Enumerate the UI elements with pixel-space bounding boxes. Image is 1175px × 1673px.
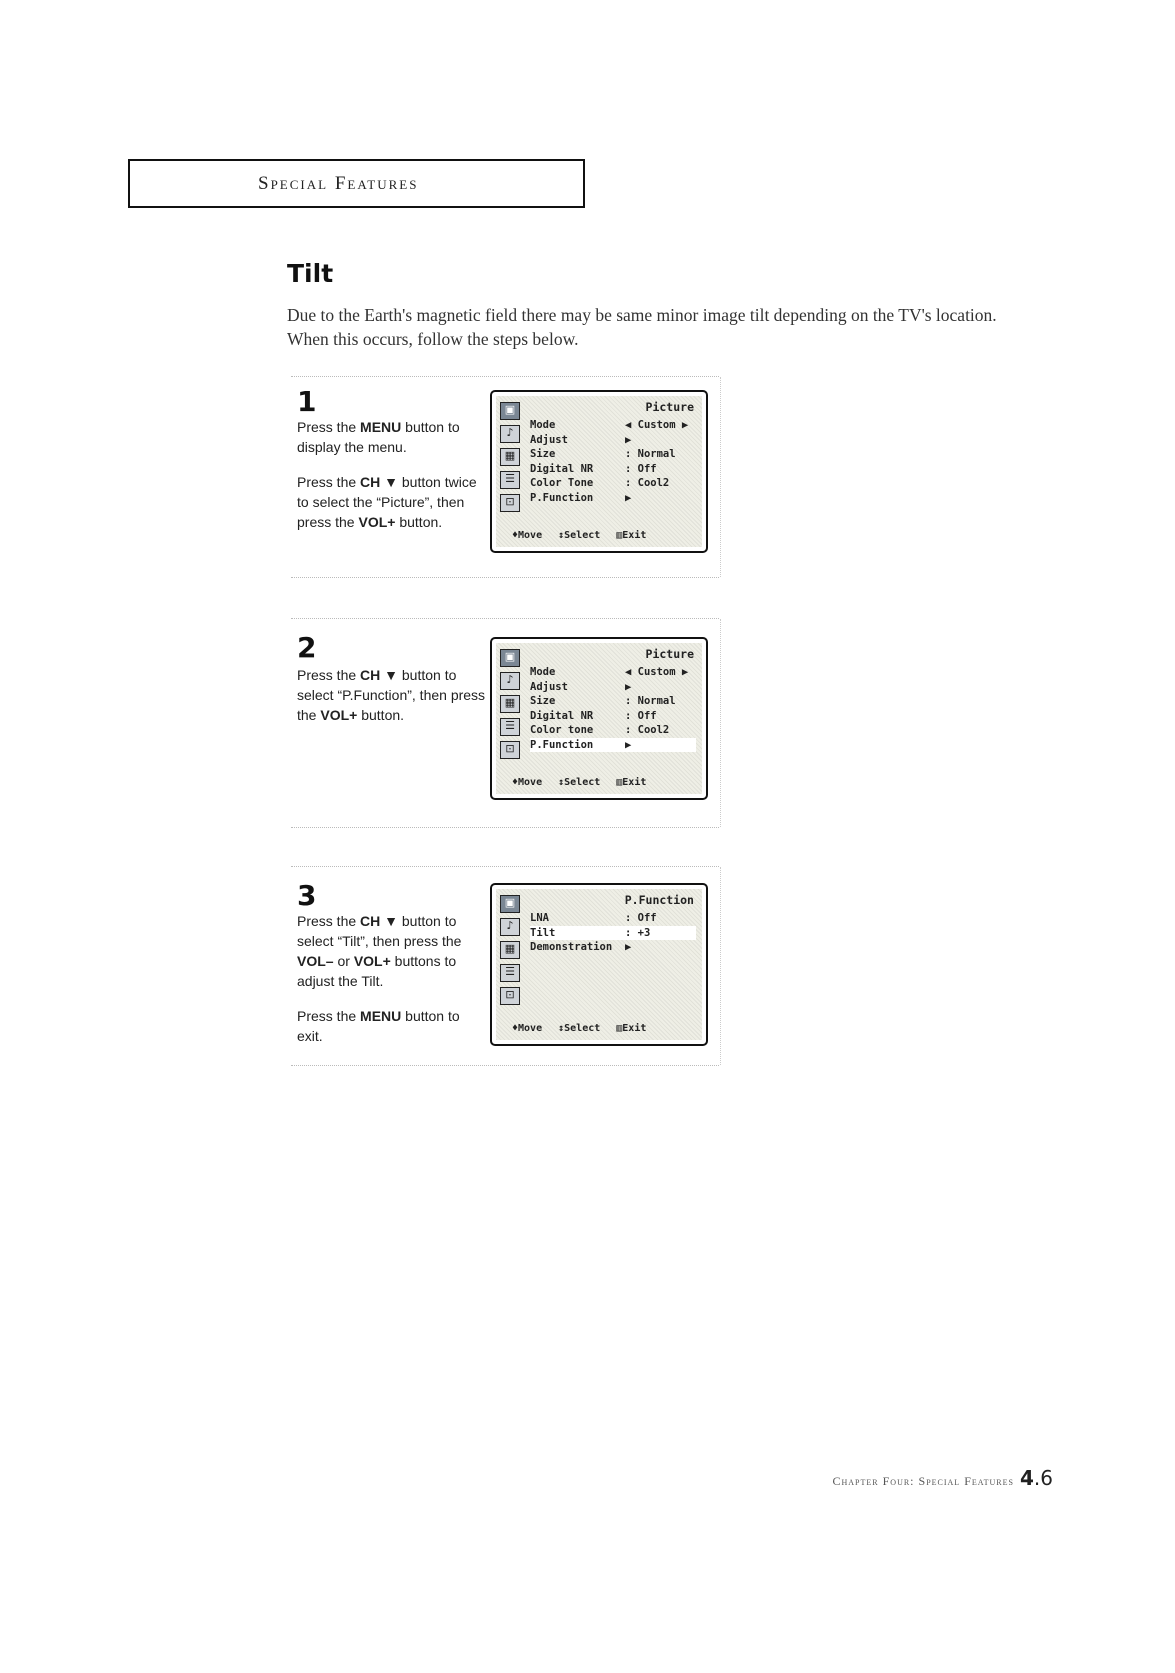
instruction: Press the CH ▼ button to select “Tilt”, then press the VOL– or VOL+ buttons to adjust the Tilt.	[297, 913, 462, 989]
page-number: 4.6	[1019, 1466, 1053, 1490]
osd-menu-item: Demonstration ▶	[530, 941, 632, 954]
input-icon: ⊡	[500, 987, 520, 1005]
osd-menu-item-selected: P.Function ▶	[530, 738, 696, 753]
osd-title: Picture	[645, 647, 694, 661]
osd-menu-list	[530, 418, 696, 505]
setup-icon: ☰	[500, 718, 520, 736]
osd-screen-picture	[490, 390, 708, 553]
step-instructions	[297, 911, 487, 1061]
osd-menu-item: Adjust ▶	[530, 680, 632, 693]
input-icon: ⊡	[500, 494, 520, 512]
osd-move-hint: ♦Move	[512, 1023, 543, 1034]
osd-menu-item: Size : Normal	[530, 695, 676, 708]
step-number: 2	[297, 631, 317, 664]
osd-exit-hint: ▥Exit	[616, 777, 647, 788]
page-title: Tilt	[287, 259, 334, 288]
osd-icon-column	[500, 895, 522, 1005]
osd-select-hint: ↕Select	[558, 777, 601, 788]
channel-icon: ▦	[500, 695, 520, 713]
osd-move-hint: ♦Move	[512, 530, 543, 541]
osd-menu-list	[530, 911, 696, 955]
osd-screen-picture-pfunction	[490, 637, 708, 800]
instruction: Press the CH ▼ button twice to select the “Picture”, then press the VOL+ button.	[297, 474, 477, 530]
section-header	[128, 159, 585, 208]
osd-select-hint: ↕Select	[558, 1023, 601, 1034]
osd-footer	[512, 777, 696, 788]
input-icon: ⊡	[500, 741, 520, 759]
osd-exit-hint: ▥Exit	[616, 530, 647, 541]
osd-exit-hint: ▥Exit	[616, 1023, 647, 1034]
osd-menu-item: Mode ◀ Custom ▶	[530, 666, 689, 679]
sound-icon: ♪	[500, 918, 520, 936]
channel-icon: ▦	[500, 448, 520, 466]
osd-footer	[512, 1023, 696, 1034]
instruction: Press the MENU button to display the menu.	[297, 419, 460, 455]
step-number: 3	[297, 879, 317, 912]
osd-title: P.Function	[624, 893, 694, 907]
page-footer	[833, 1466, 1054, 1490]
osd-icon-column	[500, 649, 522, 759]
osd-title: Picture	[645, 400, 694, 414]
osd-menu-item: Digital NR : Off	[530, 462, 657, 475]
osd-menu-item: Adjust ▶	[530, 433, 632, 446]
osd-menu-item: P.Function ▶	[530, 491, 632, 504]
osd-icon-column	[500, 402, 522, 512]
osd-menu-item: Mode ◀ Custom ▶	[530, 419, 689, 432]
sound-icon: ♪	[500, 672, 520, 690]
section-title: Special Features	[258, 172, 419, 194]
channel-icon: ▦	[500, 941, 520, 959]
setup-icon: ☰	[500, 471, 520, 489]
instruction: Press the MENU button to exit.	[297, 1008, 460, 1044]
osd-menu-list	[530, 665, 696, 752]
setup-icon: ☰	[500, 964, 520, 982]
intro-paragraph: Due to the Earth's magnetic field there may be same minor image tilt depending on the TV's location. When this occurs, follow the steps below.	[287, 305, 997, 349]
step-number: 1	[297, 385, 317, 418]
step-instructions	[297, 417, 487, 547]
osd-screen-pfunction	[490, 883, 708, 1046]
osd-menu-item: Digital NR : Off	[530, 709, 657, 722]
step-instructions	[297, 665, 487, 740]
picture-icon: ▣	[500, 402, 520, 420]
osd-footer	[512, 530, 696, 541]
osd-menu-item: Size : Normal	[530, 448, 676, 461]
osd-menu-item-selected: Tilt : +3	[530, 926, 696, 941]
osd-menu-item: Color Tone : Cool2	[530, 477, 670, 490]
picture-icon: ▣	[500, 895, 520, 913]
footer-chapter: Chapter Four: Special Features	[832, 1474, 1014, 1488]
sound-icon: ♪	[500, 425, 520, 443]
instruction: Press the CH ▼ button to select “P.Function”, then press the VOL+ button.	[297, 667, 486, 723]
osd-move-hint: ♦Move	[512, 777, 543, 788]
osd-select-hint: ↕Select	[558, 530, 601, 541]
picture-icon: ▣	[500, 649, 520, 667]
osd-menu-item: LNA : Off	[530, 912, 657, 925]
osd-menu-item: Color tone : Cool2	[530, 724, 670, 737]
